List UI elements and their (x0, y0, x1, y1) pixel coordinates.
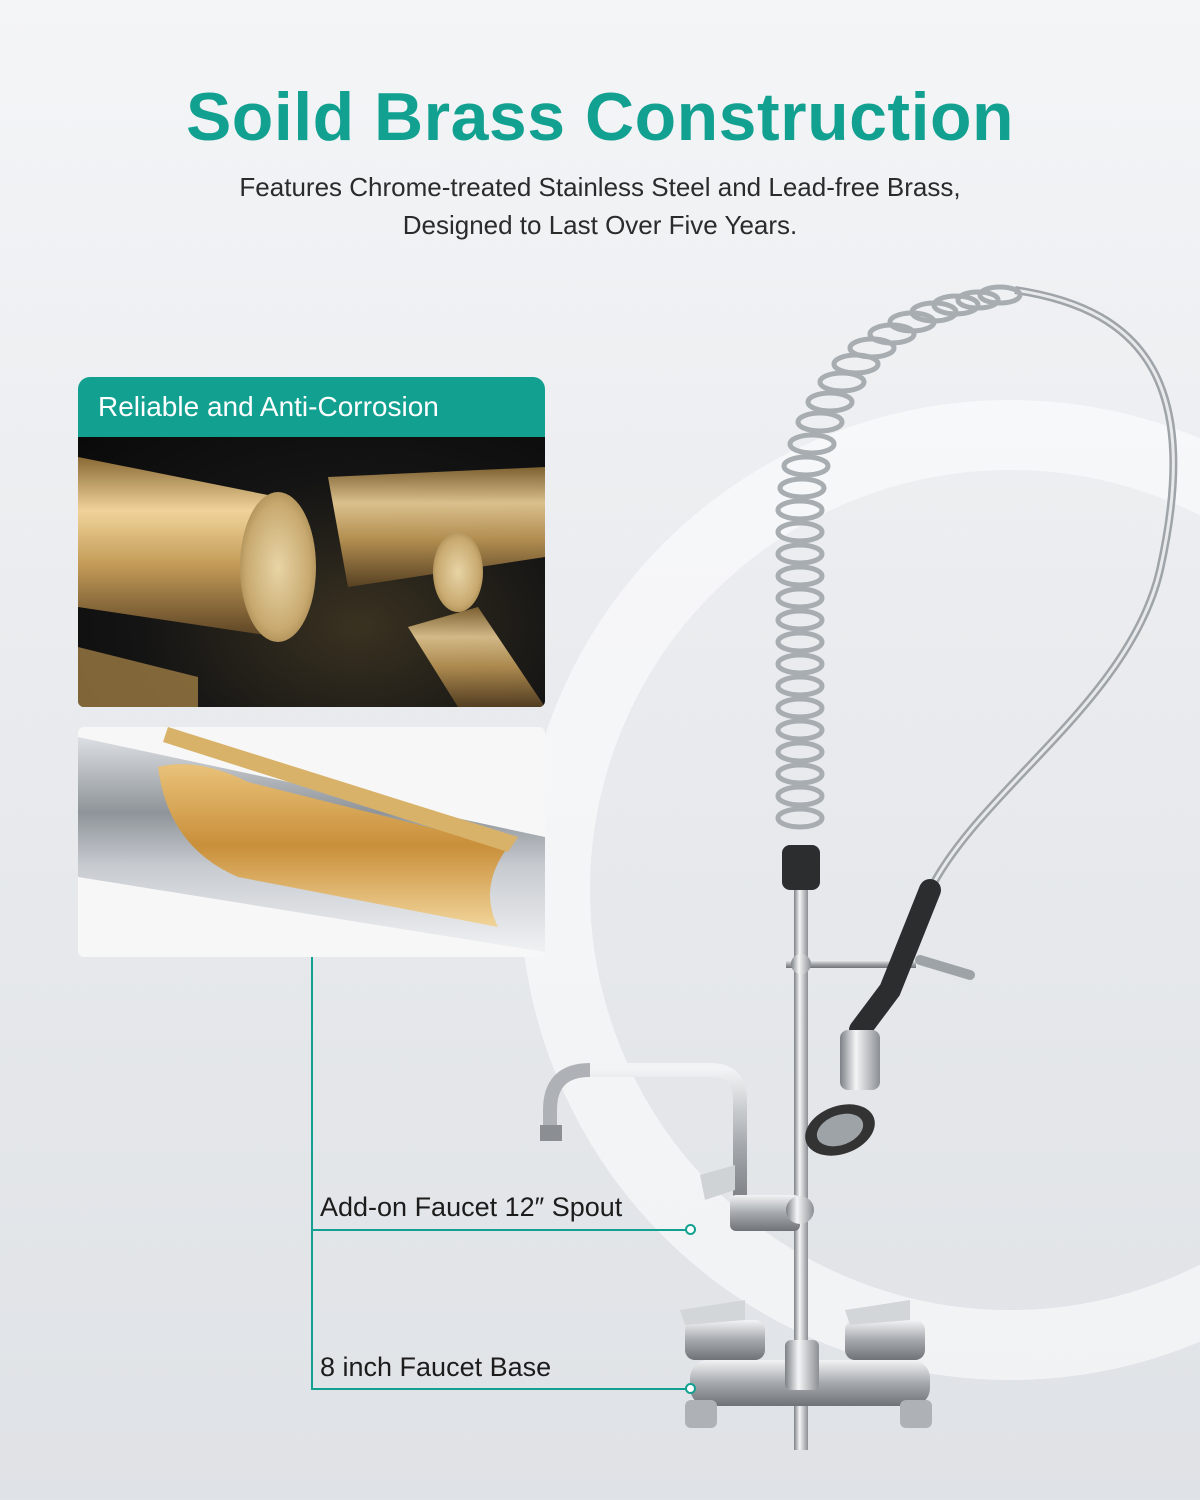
callout-spout-dot (685, 1224, 696, 1235)
callout-base-dot (685, 1383, 696, 1394)
steel-cutaway-illustration (78, 727, 545, 957)
callout-spout-line (311, 1229, 691, 1231)
subtitle-line-1: Features Chrome-treated Stainless Steel and Lead-free Brass, (239, 172, 961, 202)
faucet-drawing (500, 270, 1200, 1500)
anti-corrosion-badge: Reliable and Anti-Corrosion (78, 377, 545, 437)
callout-label-base: 8 inch Faucet Base (320, 1352, 552, 1382)
callout-label-spout: Add-on Faucet 12″ Spout (320, 1192, 623, 1222)
subtitle-line-2: Designed to Last Over Five Years. (402, 210, 798, 240)
steel-cutaway-image (78, 727, 545, 957)
brass-rods-illustration (78, 437, 545, 707)
callout-base-line (311, 1388, 691, 1390)
callout-vertical-line (311, 957, 313, 1389)
page-title: Soild Brass Construction (185, 79, 1015, 155)
pre-rinse-faucet-illustration (500, 270, 1200, 1500)
subtitle (0, 168, 1200, 244)
brass-rods-image (78, 437, 545, 707)
